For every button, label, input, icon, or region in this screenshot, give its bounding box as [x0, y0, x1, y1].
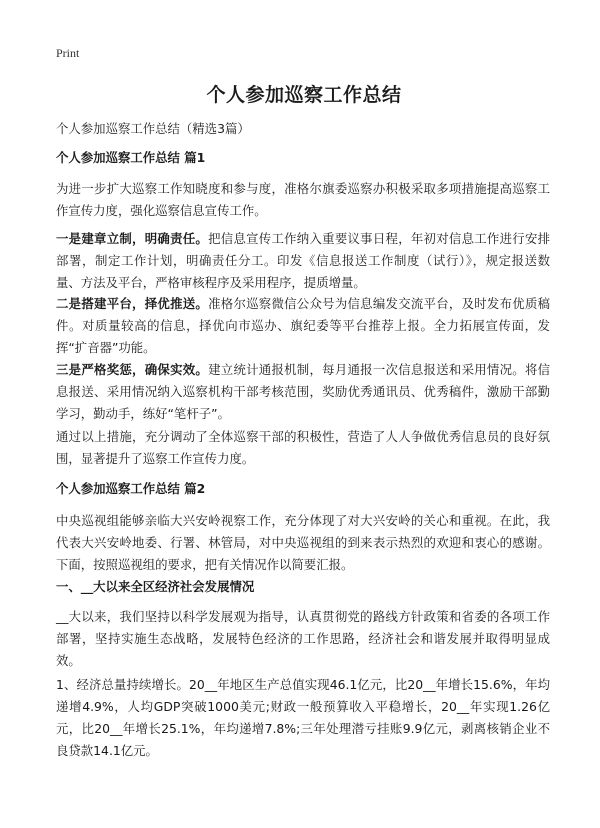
document-title: 个人参加巡察工作总结 [206, 84, 402, 106]
print-link[interactable]: Print [56, 46, 80, 60]
paragraph-text: 把信息宣传工作纳入重要议事日程，年初对信息工作进行安排部署，制定工作计划，明确责任分工。印发《信息报送工作制度（试行）》，规定报送数量、方法及平台，严格审核程序及采用程序，提质增量。 [56, 231, 551, 290]
section-1-paragraph-2 [56, 228, 550, 294]
section-2-paragraph-3 [56, 674, 550, 762]
section-1-paragraph-1 [56, 178, 550, 222]
section-1-heading: 个人参加巡察工作总结 篇1 [56, 150, 206, 165]
section-1-paragraph-4 [56, 359, 550, 425]
paragraph-text: 建立统计通报机制，每月通报一次信息报送和采用情况。将信息报送、采用情况纳入巡察机构干部考核范围，奖励优秀通讯员、优秀稿件，激励干部勤学习，勤动手，练好“笔杆子”。 [56, 362, 551, 421]
section-1-paragraph-3 [56, 293, 550, 359]
paragraph-lead: 三是严格奖惩，确保实效。 [56, 362, 209, 377]
section-2-paragraph-1 [56, 510, 550, 576]
section-2-subheading [56, 576, 550, 598]
paragraph-lead: 二是搭建平台，择优推送。 [56, 296, 209, 311]
paragraph-text: 为进一步扩大巡察工作知晓度和参与度，准格尔旗委巡察办积极采取多项措施提高巡察工作宣传力度，强化巡察信息宣传工作。 [56, 181, 550, 218]
section-1-paragraph-5 [56, 426, 550, 470]
paragraph-text: 中央巡视组能够亲临大兴安岭视察工作，充分体现了对大兴安岭的关心和重视。在此，我代表大兴安岭地委、行署、林管局，对中央巡视组的到来表示热烈的欢迎和衷心的感谢。下面，按照巡视组的要求，把有关情况作以简要汇报。 [56, 513, 550, 572]
paragraph-text: 准格尔巡察微信公众号为信息编发交流平台，及时发布优质稿件。对质量较高的信息，择优向市巡办、旗纪委等平台推荐上报。全力拓展宣传面，发挥“扩音器”功能。 [56, 296, 551, 355]
paragraph-text: 一、__大以来全区经济社会发展情况 [56, 579, 255, 594]
paragraph-text: __大以来，我们坚持以科学发展观为指导，认真贯彻党的路线方针政策和省委的各项工作部署，坚持实施生态战略，发展特色经济的工作思路，经济社会和谐发展并取得明显成效。 [56, 609, 550, 668]
paragraph-text: 1、经济总量持续增长。20__年地区生产总值实现46.1亿元，比20__年增长15.6%，年均递增4.9%，人均GDP突破1000美元;财政一般预算收入平稳增长，20__年实现1.26亿元，比20__年增长25.1%，年均递增7.8%;三年处理潜亏挂账9.9亿元，剥离核销企业不良贷款14.1亿元。 [56, 677, 550, 758]
section-2-paragraph-2 [56, 606, 550, 672]
paragraph-lead: 一是建章立制，明确责任。 [56, 231, 209, 246]
subtitle: 个人参加巡察工作总结（精选3篇） [56, 121, 250, 136]
section-2-heading: 个人参加巡察工作总结 篇2 [56, 481, 206, 496]
paragraph-text: 通过以上措施，充分调动了全体巡察干部的积极性，营造了人人争做优秀信息员的良好氛围，显著提升了巡察工作宣传力度。 [56, 429, 550, 466]
